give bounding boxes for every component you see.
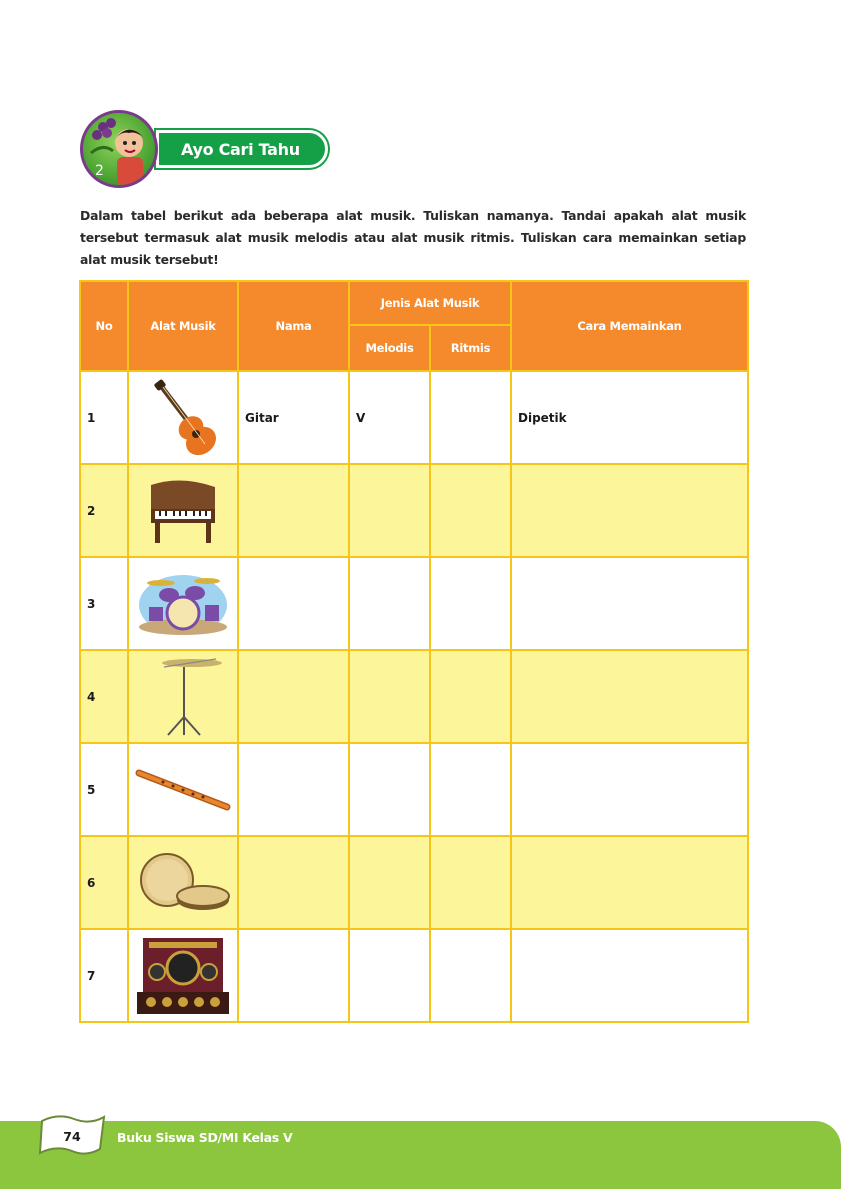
cell-nama[interactable]: [238, 929, 349, 1022]
cell-nama[interactable]: [238, 743, 349, 836]
cell-melodis[interactable]: [349, 557, 430, 650]
cell-nama[interactable]: Gitar: [238, 371, 349, 464]
table-row: [80, 929, 748, 1022]
cell-melodis[interactable]: [349, 929, 430, 1022]
svg-text:2: 2: [95, 163, 104, 179]
cell-cara[interactable]: [511, 650, 748, 743]
tambourine-icon: [128, 836, 238, 929]
header-alat-musik: Alat Musik: [128, 281, 238, 371]
cell-cara[interactable]: [511, 836, 748, 929]
cell-ritmis[interactable]: [430, 371, 511, 464]
book-title: Buku Siswa SD/MI Kelas V: [117, 1130, 293, 1145]
cell-no: 3: [80, 557, 128, 650]
instrument-table: [79, 280, 749, 1023]
section-badge: [78, 104, 338, 194]
cell-cara[interactable]: Dipetik: [511, 371, 748, 464]
cell-no: 7: [80, 929, 128, 1022]
flute-icon: [128, 743, 238, 836]
header-nama: Nama: [238, 281, 349, 371]
cell-cara[interactable]: [511, 929, 748, 1022]
cell-ritmis[interactable]: [430, 464, 511, 557]
table-row: [80, 557, 748, 650]
drum-set-icon: [128, 557, 238, 650]
cell-no: 4: [80, 650, 128, 743]
table-row: [80, 836, 748, 929]
cell-ritmis[interactable]: [430, 836, 511, 929]
header-ritmis: Ritmis: [430, 325, 511, 371]
table-row: [80, 464, 748, 557]
piano-icon: [128, 464, 238, 557]
cell-cara[interactable]: [511, 464, 748, 557]
cell-ritmis[interactable]: [430, 929, 511, 1022]
cell-cara[interactable]: [511, 743, 748, 836]
cell-nama[interactable]: [238, 650, 349, 743]
cell-melodis[interactable]: [349, 464, 430, 557]
cymbal-icon: [128, 650, 238, 743]
cell-melodis[interactable]: [349, 650, 430, 743]
cell-cara[interactable]: [511, 557, 748, 650]
cell-ritmis[interactable]: [430, 557, 511, 650]
boy-character-icon: [80, 110, 158, 188]
header-melodis: Melodis: [349, 325, 430, 371]
table-row: [80, 371, 748, 464]
cell-melodis[interactable]: [349, 836, 430, 929]
cell-nama[interactable]: [238, 464, 349, 557]
header-cara-memainkan: Cara Memainkan: [511, 281, 748, 371]
cell-no: 5: [80, 743, 128, 836]
cell-melodis[interactable]: [349, 743, 430, 836]
cell-no: 1: [80, 371, 128, 464]
section-title-pill: [156, 130, 328, 168]
cell-ritmis[interactable]: [430, 650, 511, 743]
cell-nama[interactable]: [238, 836, 349, 929]
table-row: [80, 743, 748, 836]
header-no: No: [80, 281, 128, 371]
table-row: [80, 650, 748, 743]
section-title: Ayo Cari Tahu: [181, 139, 300, 159]
guitar-icon: [128, 371, 238, 464]
cell-ritmis[interactable]: [430, 743, 511, 836]
cell-no: 2: [80, 464, 128, 557]
cell-melodis[interactable]: V: [349, 371, 430, 464]
cell-nama[interactable]: [238, 557, 349, 650]
cell-no: 6: [80, 836, 128, 929]
header-jenis-alat-musik: Jenis Alat Musik: [349, 281, 511, 325]
gamelan-icon: [128, 929, 238, 1022]
page-number: 74: [63, 1129, 81, 1144]
instruction-paragraph: Dalam tabel berikut ada beberapa alat musik. Tuliskan namanya. Tandai apakah alat musik tersebut termasuk alat musik melodis atau alat musik ritmis. Tuliskan cara memainkan setiap alat musik tersebut!: [80, 208, 746, 267]
